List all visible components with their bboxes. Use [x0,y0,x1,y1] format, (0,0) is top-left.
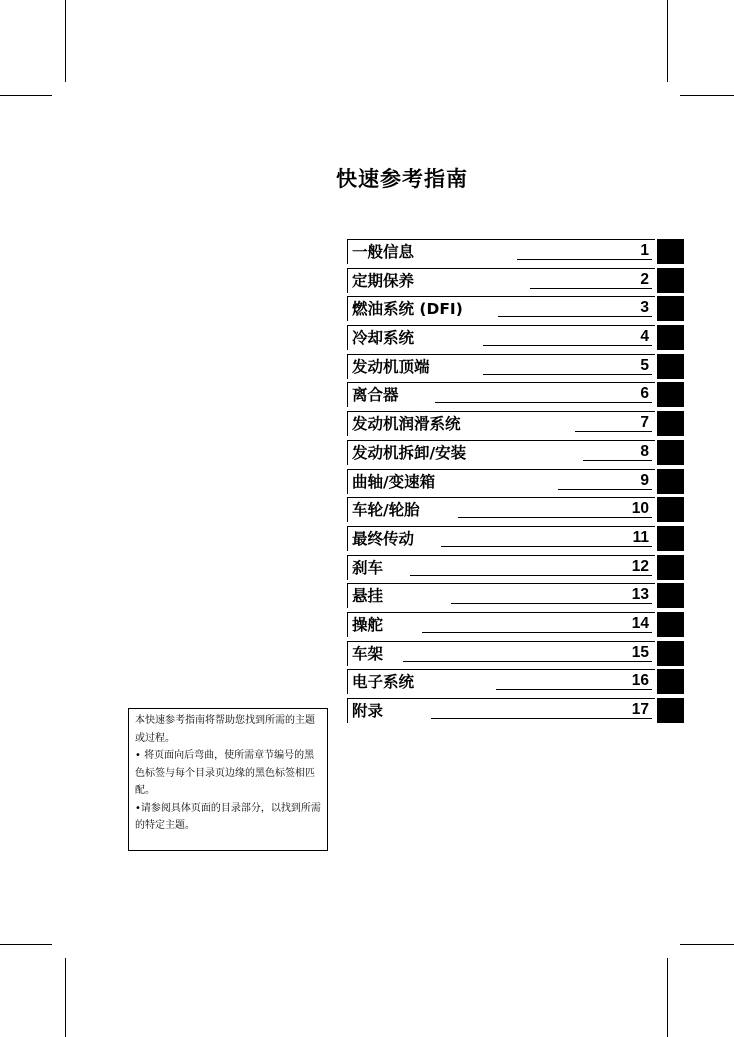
toc-entry[interactable] [345,554,685,583]
toc-entry-number: 15 [631,643,649,661]
toc-leader-line [498,316,652,317]
toc-entry[interactable] [345,381,685,410]
toc-entry[interactable] [345,640,685,669]
toc-black-tab [657,296,684,321]
toc-entry-number: 6 [640,385,649,403]
instruction-note [128,708,328,851]
toc-entry-label: 车轮/轮胎 [352,501,420,520]
toc-entry-label: 附录 [352,702,384,720]
toc-top-rule [347,698,655,699]
toc-left-rule [347,382,348,407]
crop-mark-tl-horizontal [0,95,52,96]
toc-leader-line [410,575,652,576]
toc-black-tab [657,411,684,436]
toc-entry-number: 8 [640,442,649,460]
toc-leader-line [458,517,652,518]
toc-left-rule [347,440,348,465]
toc-entry-number: 12 [631,557,649,575]
toc-black-tab [657,526,684,551]
toc-entry-label: 刹车 [352,558,384,577]
crop-mark-br-horizontal [680,944,734,945]
toc-entry[interactable] [345,353,685,382]
toc-entry[interactable] [345,238,685,267]
toc-leader-line [530,288,652,289]
toc-black-tab [657,497,684,522]
toc-top-rule [347,555,655,556]
toc-entry-number: 9 [640,471,649,489]
toc-black-tab [657,469,684,494]
toc-entry-label: 最终传动 [352,529,415,548]
toc-entry-label: 燃油系统 (DFI) [352,300,463,319]
toc-leader-line [451,603,652,604]
toc-black-tab [657,382,684,407]
toc-left-rule [347,411,348,436]
toc-left-rule [347,497,348,522]
toc-entry[interactable] [345,267,685,296]
toc-entry-number: 13 [631,586,649,604]
toc-leader-line [441,546,652,547]
crop-mark-bl-horizontal [0,944,52,945]
toc-entry-number: 7 [640,414,649,432]
toc-entry[interactable] [345,611,685,640]
toc-leader-line [422,632,652,633]
toc-black-tab [657,325,684,350]
toc-entry-label: 发动机润滑系统 [352,415,461,434]
toc-entry[interactable] [345,525,685,554]
toc-leader-line [431,718,652,719]
toc-entry-number: 3 [640,299,649,317]
toc-entry-label: 电子系统 [352,673,415,692]
toc-entry[interactable] [345,468,685,497]
toc-entry-number: 17 [631,701,649,718]
toc-entry-label: 发动机顶端 [352,357,430,376]
toc-entry-label: 冷却系统 [352,329,415,348]
page-title: 快速参考指南 [336,167,468,191]
toc-entry[interactable] [345,439,685,468]
toc-left-rule [347,698,348,723]
toc-entry-number: 16 [631,672,649,690]
toc-leader-line [483,345,652,346]
toc-entry[interactable] [345,496,685,525]
note-line-2: • 将页面向后弯曲，使所需章节编号的黑色标签与每个目录页边缘的黑色标签相匹配。 [135,750,315,796]
toc-left-rule [347,583,348,608]
toc-entry-label: 悬挂 [352,587,384,606]
toc-left-rule [347,612,348,637]
note-line-3: •请参阅具体页面的目录部分，以找到所需的特定主题。 [135,802,321,831]
toc-top-rule [347,583,655,584]
toc-left-rule [347,669,348,694]
toc-entry-label: 操舵 [352,615,384,634]
toc-black-tab [657,583,684,608]
toc-entry[interactable] [345,668,685,697]
toc-entry[interactable] [345,582,685,611]
toc-entry-number: 5 [640,356,649,374]
note-line-1: 本快速参考指南将帮助您找到所需的主题或过程。 [135,715,315,744]
toc-entry[interactable] [345,410,685,439]
toc-leader-line [435,402,652,403]
toc-entry-label: 离合器 [352,386,399,405]
toc-entry-number: 10 [631,500,649,518]
toc-black-tab [657,239,684,264]
toc-entry-label: 一般信息 [352,243,415,261]
toc-black-tab [657,440,684,465]
crop-mark-br-vertical [667,958,668,1037]
toc-left-rule [347,239,348,264]
toc-leader-line [403,661,652,662]
toc-entry-label: 发动机拆卸/安装 [352,443,467,462]
toc-black-tab [657,555,684,580]
toc-entry[interactable] [345,324,685,353]
toc-entry-number: 11 [632,528,649,546]
toc-black-tab [657,641,684,666]
toc-left-rule [347,325,348,350]
toc-black-tab [657,268,684,293]
toc-entry-number: 4 [640,328,649,346]
toc-leader-line [483,374,652,375]
toc-left-rule [347,268,348,293]
toc-black-tab [657,669,684,694]
toc-black-tab [657,354,684,379]
toc-entry-label: 定期保养 [352,271,415,290]
toc-left-rule [347,641,348,666]
crop-mark-tr-horizontal [680,95,734,96]
toc-entry-number: 14 [631,614,649,632]
crop-mark-tl-vertical [65,0,66,82]
toc-entry[interactable] [345,295,685,324]
toc-leader-line [496,689,652,690]
toc-leader-line [517,259,652,260]
toc-left-rule [347,555,348,580]
toc-entry-number: 1 [640,242,649,259]
toc-left-rule [347,354,348,379]
toc-entry-number: 2 [640,270,649,288]
toc-top-rule [347,612,655,613]
toc-black-tab [657,698,684,723]
toc-left-rule [347,469,348,494]
toc-leader-line [558,489,652,490]
toc-left-rule [347,526,348,551]
crop-mark-tr-vertical [667,0,668,82]
toc-left-rule [347,296,348,321]
toc-entry[interactable] [345,697,685,726]
toc-top-rule [347,641,655,642]
toc-black-tab [657,612,684,637]
toc-entry-label: 车架 [352,644,384,663]
toc-entry-label: 曲轴/变速箱 [352,472,436,491]
table-of-contents [345,238,685,726]
crop-mark-bl-vertical [65,958,66,1037]
